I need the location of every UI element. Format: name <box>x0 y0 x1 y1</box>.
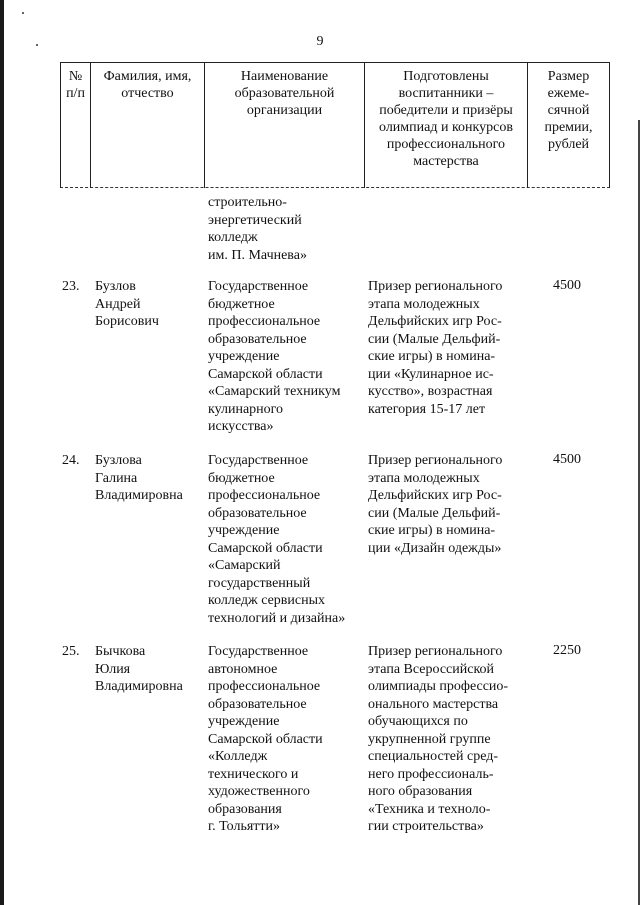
row-name: Бузлова Галина Владимировна <box>95 453 183 503</box>
row-amount: 2250 <box>553 643 581 658</box>
row-organization: Государственное автономное профессиональное образовательное учреждение Самарской области «Колледж технического и художественного образования г. Тольятти» <box>208 644 323 834</box>
row-achievement: Призер регионального этапа молодежных Дельфийских игр Рос- сии (Малые Дельфий- ские игры) в номина- ции «Кулинарное ис- кусство», возрастная категория 15-17 лет <box>368 279 503 417</box>
header-col-name: Фамилия, имя, отчество <box>103 69 192 101</box>
row-number: 25. <box>62 644 80 659</box>
row-organization: Государственное бюджетное профессиональное образовательное учреждение Самарской области «Самарский государственный колледж сервисных технологий и дизайна» <box>208 453 346 626</box>
header-col-amount: Размер ежеме- сячной премии, рублей <box>544 69 593 152</box>
row-name: Бычкова Юлия Владимировна <box>95 644 183 694</box>
row-number: 23. <box>62 279 80 294</box>
col-border <box>609 62 610 188</box>
header-col-organization: Наименование образовательной организации <box>234 69 335 118</box>
row-achievement: Призер регионального этапа молодежных Дельфийских игр Рос- сии (Малые Дельфий- ские игры) в номина- ции «Дизайн одежды» <box>368 453 503 556</box>
row-amount: 4500 <box>553 278 581 293</box>
continuation-org: строительно- энергетический колледж им. П. Мачнева» <box>208 195 307 263</box>
row-achievement: Призер регионального этапа Всероссийской олимпиады профессио- онального мастерства обучающихся по укрупненной группе специальностей сред- него профессиональ- ного образования «Техника и техноло- гии строительства» <box>368 644 509 834</box>
row-amount: 4500 <box>553 452 581 467</box>
row-name: Бузлов Андрей Борисович <box>95 279 159 329</box>
header-col-achievement: Подготовлены воспитанники – победители и призёры олимпиад и конкурсов профессионального мастерства <box>379 69 513 169</box>
row-organization: Государственное бюджетное профессиональное образовательное учреждение Самарской области «Самарский техникум кулинарного искусства» <box>208 279 341 434</box>
table-header <box>0 0 640 190</box>
page-number: 9 <box>316 34 324 49</box>
row-number: 24. <box>62 453 80 468</box>
header-col-number: № п/п <box>66 69 85 101</box>
